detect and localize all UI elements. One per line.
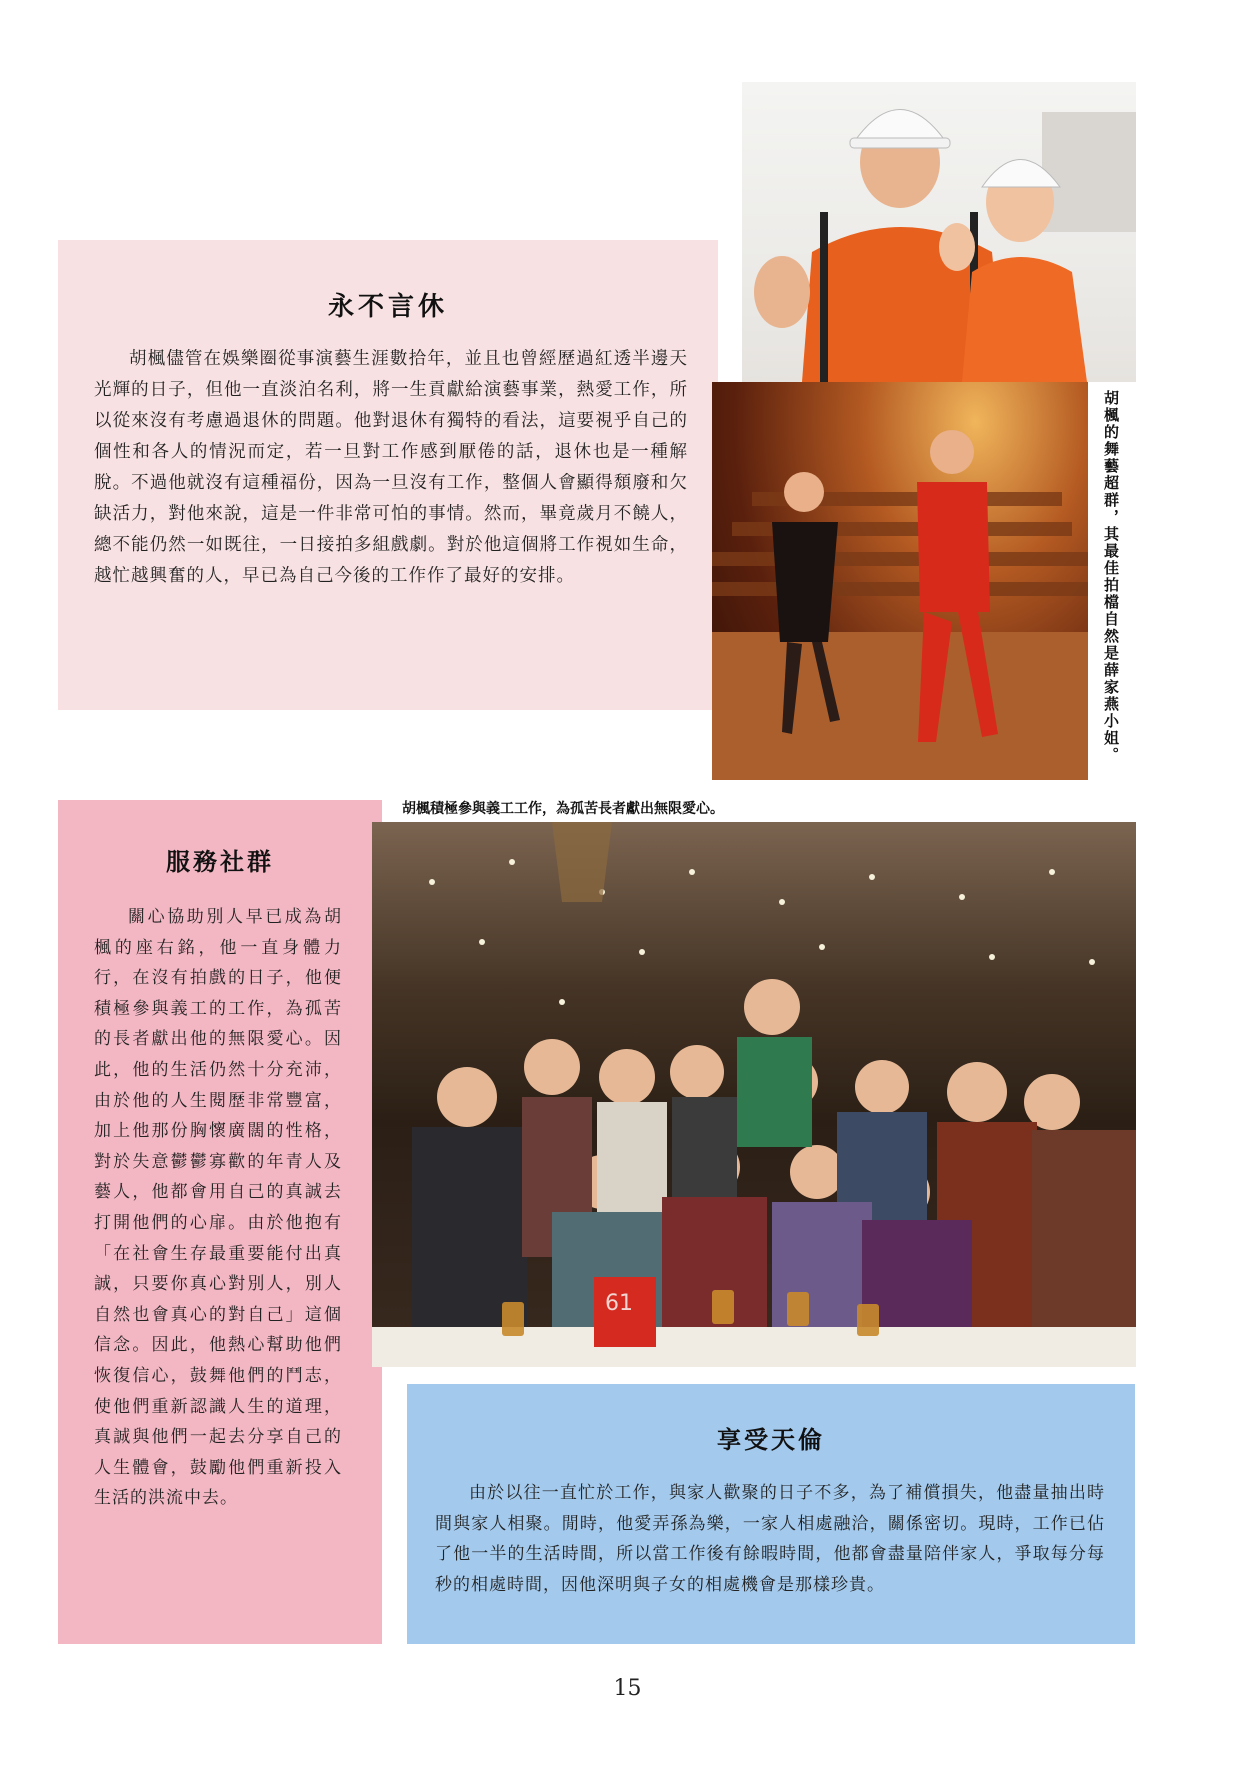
- section-family: [407, 1384, 1135, 1644]
- section-title-retire: 永不言休: [327, 292, 448, 322]
- section-body-community: 關心協助別人早已成為胡楓的座右銘，他一直身體力行，在沒有拍戲的日子，他便積極參與義工的工作，為孤苦的長者獻出他的無限愛心。因此，他的生活仍然十分充沛，由於他的人生閱歷非常豐富，加上他那份胸懷廣闊的性格，對於失意鬱鬱寡歡的年青人及藝人，他都會用自己的真誠去打開他們的心扉。由於他抱有「在社會生存最重要能付出真誠，只要你真心對別人，別人自然也會真心的對自己」這個信念。因此，他熱心幫助他們恢復信心，鼓舞他們的鬥志，使他們重新認識人生的道理，真誠與他們一起去分享自己的人生體會，鼓勵他們重新投入生活的洪流中去。: [94, 907, 342, 1509]
- photo-hardhats-illustration: [742, 82, 1136, 382]
- photo-dance: [712, 382, 1088, 780]
- photo-banquet: [372, 822, 1136, 1367]
- page-number: 15: [613, 1676, 642, 1701]
- photo-dance-illustration: [712, 382, 1088, 780]
- section-retire: [58, 240, 718, 710]
- table-number-text: 61: [605, 1291, 633, 1316]
- section-community: [58, 800, 382, 1644]
- section-title-family: 享受天倫: [717, 1426, 825, 1454]
- photo-banquet-illustration: [372, 822, 1136, 1367]
- caption-volunteer: 胡楓積極參與義工工作，為孤苦長者獻出無限愛心。: [402, 801, 724, 817]
- photo-hardhats: [742, 82, 1136, 382]
- section-body-retire: 胡楓儘管在娛樂圈從事演藝生涯數拾年，並且也曾經歷過紅透半邊天光輝的日子，但他一直淡泊名利，將一生貢獻給演藝事業，熱愛工作，所以從來沒有考慮過退休的問題。他對退休有獨特的看法，這要視乎自己的個性和各人的情況而定，若一旦對工作感到厭倦的話，退休也是一種解脫。不過他就沒有這種福份，因為一旦沒有工作，整個人會顯得頹廢和欠缺活力，對他來說，這是一件非常可怕的事情。然而，畢竟歲月不饒人，總不能仍然一如既往，一日接拍多組戲劇。對於他這個將工作視如生命，越忙越興奮的人，早已為自己今後的工作作了最好的安排。: [94, 349, 688, 586]
- section-title-community: 服務社群: [166, 848, 274, 876]
- section-body-family: 由於以往一直忙於工作，與家人歡聚的日子不多，為了補償損失，他盡量抽出時間與家人相聚。閒時，他愛弄孫為樂，一家人相處融洽，關係密切。現時，工作已佔了他一半的生活時間，所以當工作後有餘暇時間，他都會盡量陪伴家人，爭取每分每秒的相處時間，因他深明與子女的相處機會是那樣珍貴。: [435, 1483, 1105, 1595]
- caption-dance: 胡楓的舞藝超群，其最佳拍檔自然是薛家燕小姐。: [1102, 390, 1120, 764]
